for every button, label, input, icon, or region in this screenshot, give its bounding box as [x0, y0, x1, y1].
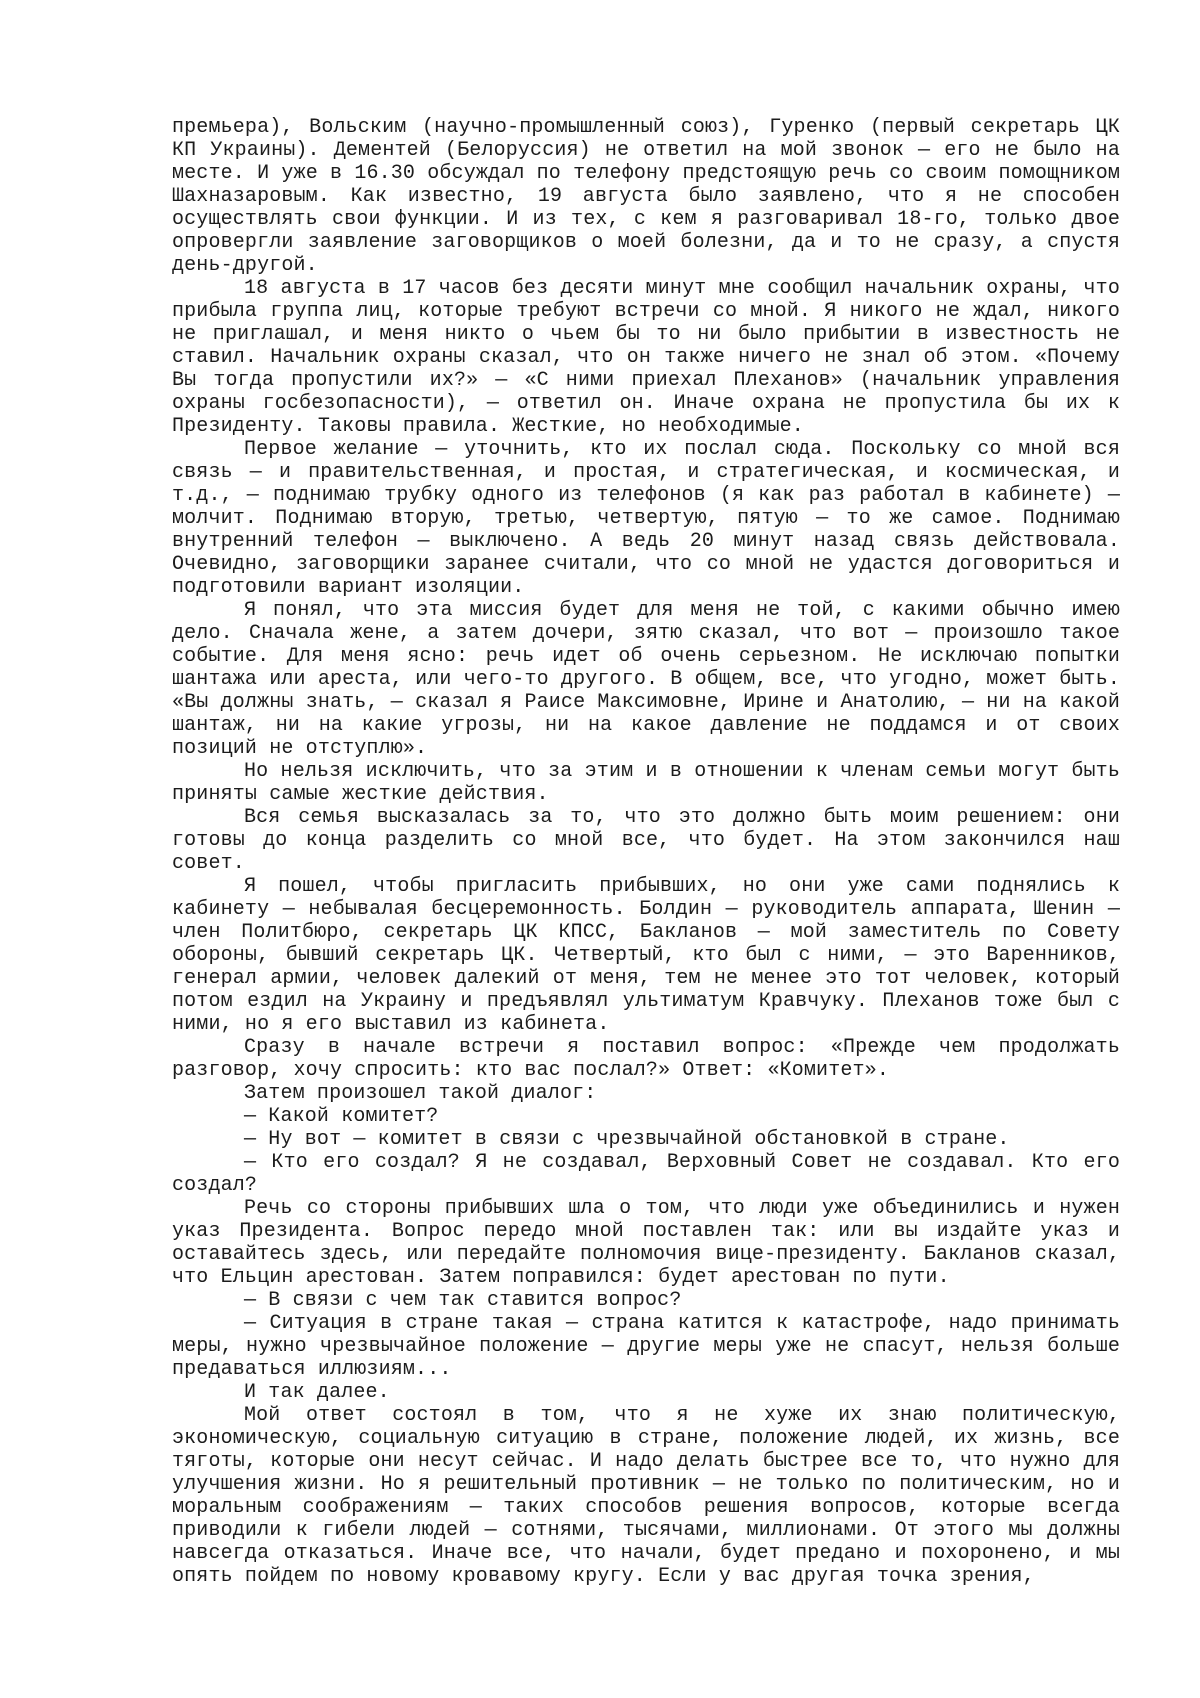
- paragraph: — Ну вот — комитет в связи с чрезвычайной обстановкой в стране.: [244, 1128, 1010, 1151]
- paragraph: 18 августа в 17 часов без десяти минут мне сообщил начальник охраны, что прибыла группа лиц, которые требуют встречи со мной. Я никого не ждал, никого не приглашал, и меня никто о чьем бы то ни было прибытии в известность не ставил. Начальник охраны сказал, что он также ничего не знал об этом. «Почему Вы тогда пропустили их?» — «С ними приехал Плеханов» (начальник управления охраны госбезопасности), — ответил он. Иначе охрана не пропустила бы их к Президенту. Таковы правила. Жесткие, но необходимые.: [172, 277, 1120, 438]
- paragraph: — Какой комитет?: [244, 1105, 439, 1128]
- paragraph: — В связи с чем так ставится вопрос?: [244, 1289, 682, 1312]
- paragraph: — Ситуация в стране такая — страна катится к катастрофе, надо принимать меры, нужно чрезвычайное положение — другие меры уже не спасут, нельзя больше предаваться иллюзиям...: [172, 1312, 1120, 1381]
- paragraph: Затем произошел такой диалог:: [244, 1082, 597, 1105]
- paragraph: Первое желание — уточнить, кто их послал сюда. Поскольку со мной вся связь — и правительственная, и простая, и стратегическая, и космическая, и т.д., — поднимаю трубку одного из телефонов (я как раз работал в кабинете) — молчит. Поднимаю вторую, третью, четвертую, пятую — то же самое. Поднимаю внутренний телефон — выключено. А ведь 20 минут назад связь действовала. Очевидно, заговорщики заранее считали, что со мной не удастся договориться и подготовили вариант изоляции.: [172, 438, 1120, 599]
- paragraph: — Кто его создал? Я не создавал, Верховный Совет не создавал. Кто его создал?: [172, 1151, 1120, 1197]
- paragraph: Вся семья высказалась за то, что это должно быть моим решением: они готовы до конца разделить со мной все, что будет. На этом закончился наш совет.: [172, 806, 1120, 875]
- paragraph: Речь со стороны прибывших шла о том, что люди уже объединились и нужен указ Президента. Вопрос передо мной поставлен так: или вы издайте указ и оставайтесь здесь, или передайте полномочия вице-президенту. Бакланов сказал, что Ельцин арестован. Затем поправился: будет арестован по пути.: [172, 1197, 1120, 1289]
- paragraph: Сразу в начале встречи я поставил вопрос: «Прежде чем продолжать разговор, хочу спросить: кто вас послал?» Ответ: «Комитет».: [172, 1036, 1120, 1082]
- paragraph: Но нельзя исключить, что за этим и в отношении к членам семьи могут быть приняты самые жесткие действия.: [172, 760, 1120, 806]
- paragraph: Мой ответ состоял в том, что я не хуже их знаю политическую, экономическую, социальную ситуацию в стране, положение людей, их жизнь, все тяготы, которые они несут сейчас. И надо делать быстрее все то, что нужно для улучшения жизни. Но я решительный противник — не только по политическим, но и моральным соображениям — таких способов решения вопросов, которые всегда приводили к гибели людей — сотнями, тысячами, миллионами. От этого мы должны навсегда отказаться. Иначе все, что начали, будет предано и похоронено, и мы опять пойдем по новому кровавому кругу. Если у вас другая точка зрения,: [172, 1404, 1120, 1588]
- paragraph: Я пошел, чтобы пригласить прибывших, но они уже сами поднялись к кабинету — небывалая бесцеремонность. Болдин — руководитель аппарата, Шенин — член Политбюро, секретарь ЦК КПСС, Бакланов — мой заместитель по Совету обороны, бывший секретарь ЦК. Четвертый, кто был с ними, — это Варенников, генерал армии, человек далекий от меня, тем не менее это тот человек, который потом ездил на Украину и предъявлял ультиматум Кравчуку. Плеханов тоже был с ними, но я его выставил из кабинета.: [172, 875, 1120, 1036]
- paragraph: Я понял, что эта миссия будет для меня не той, с какими обычно имею дело. Сначала жене, а затем дочери, зятю сказал, что вот — произошло такое событие. Для меня ясно: речь идет об очень серьезном. Не исключаю попытки шантажа или ареста, или чего-то другого. В общем, все, что угодно, может быть. «Вы должны знать, — сказал я Раисе Максимовне, Ирине и Анатолию, — ни на какой шантаж, ни на какие угрозы, ни на какое давление не поддамся и от своих позиций не отступлю».: [172, 599, 1120, 760]
- document-page: [172, 116, 1120, 1588]
- paragraph: И так далее.: [244, 1381, 390, 1404]
- paragraph: премьера), Вольским (научно-промышленный союз), Гуренко (первый секретарь ЦК КП Украины). Дементей (Белоруссия) не ответил на мой звонок — его не было на месте. И уже в 16.30 обсуждал по телефону предстоящую речь со своим помощником Шахназаровым. Как известно, 19 августа было заявлено, что я не способен осуществлять свои функции. И из тех, с кем я разговаривал 18-го, только двое опровергли заявление заговорщиков о моей болезни, да и то не сразу, а спустя день-другой.: [172, 116, 1120, 277]
